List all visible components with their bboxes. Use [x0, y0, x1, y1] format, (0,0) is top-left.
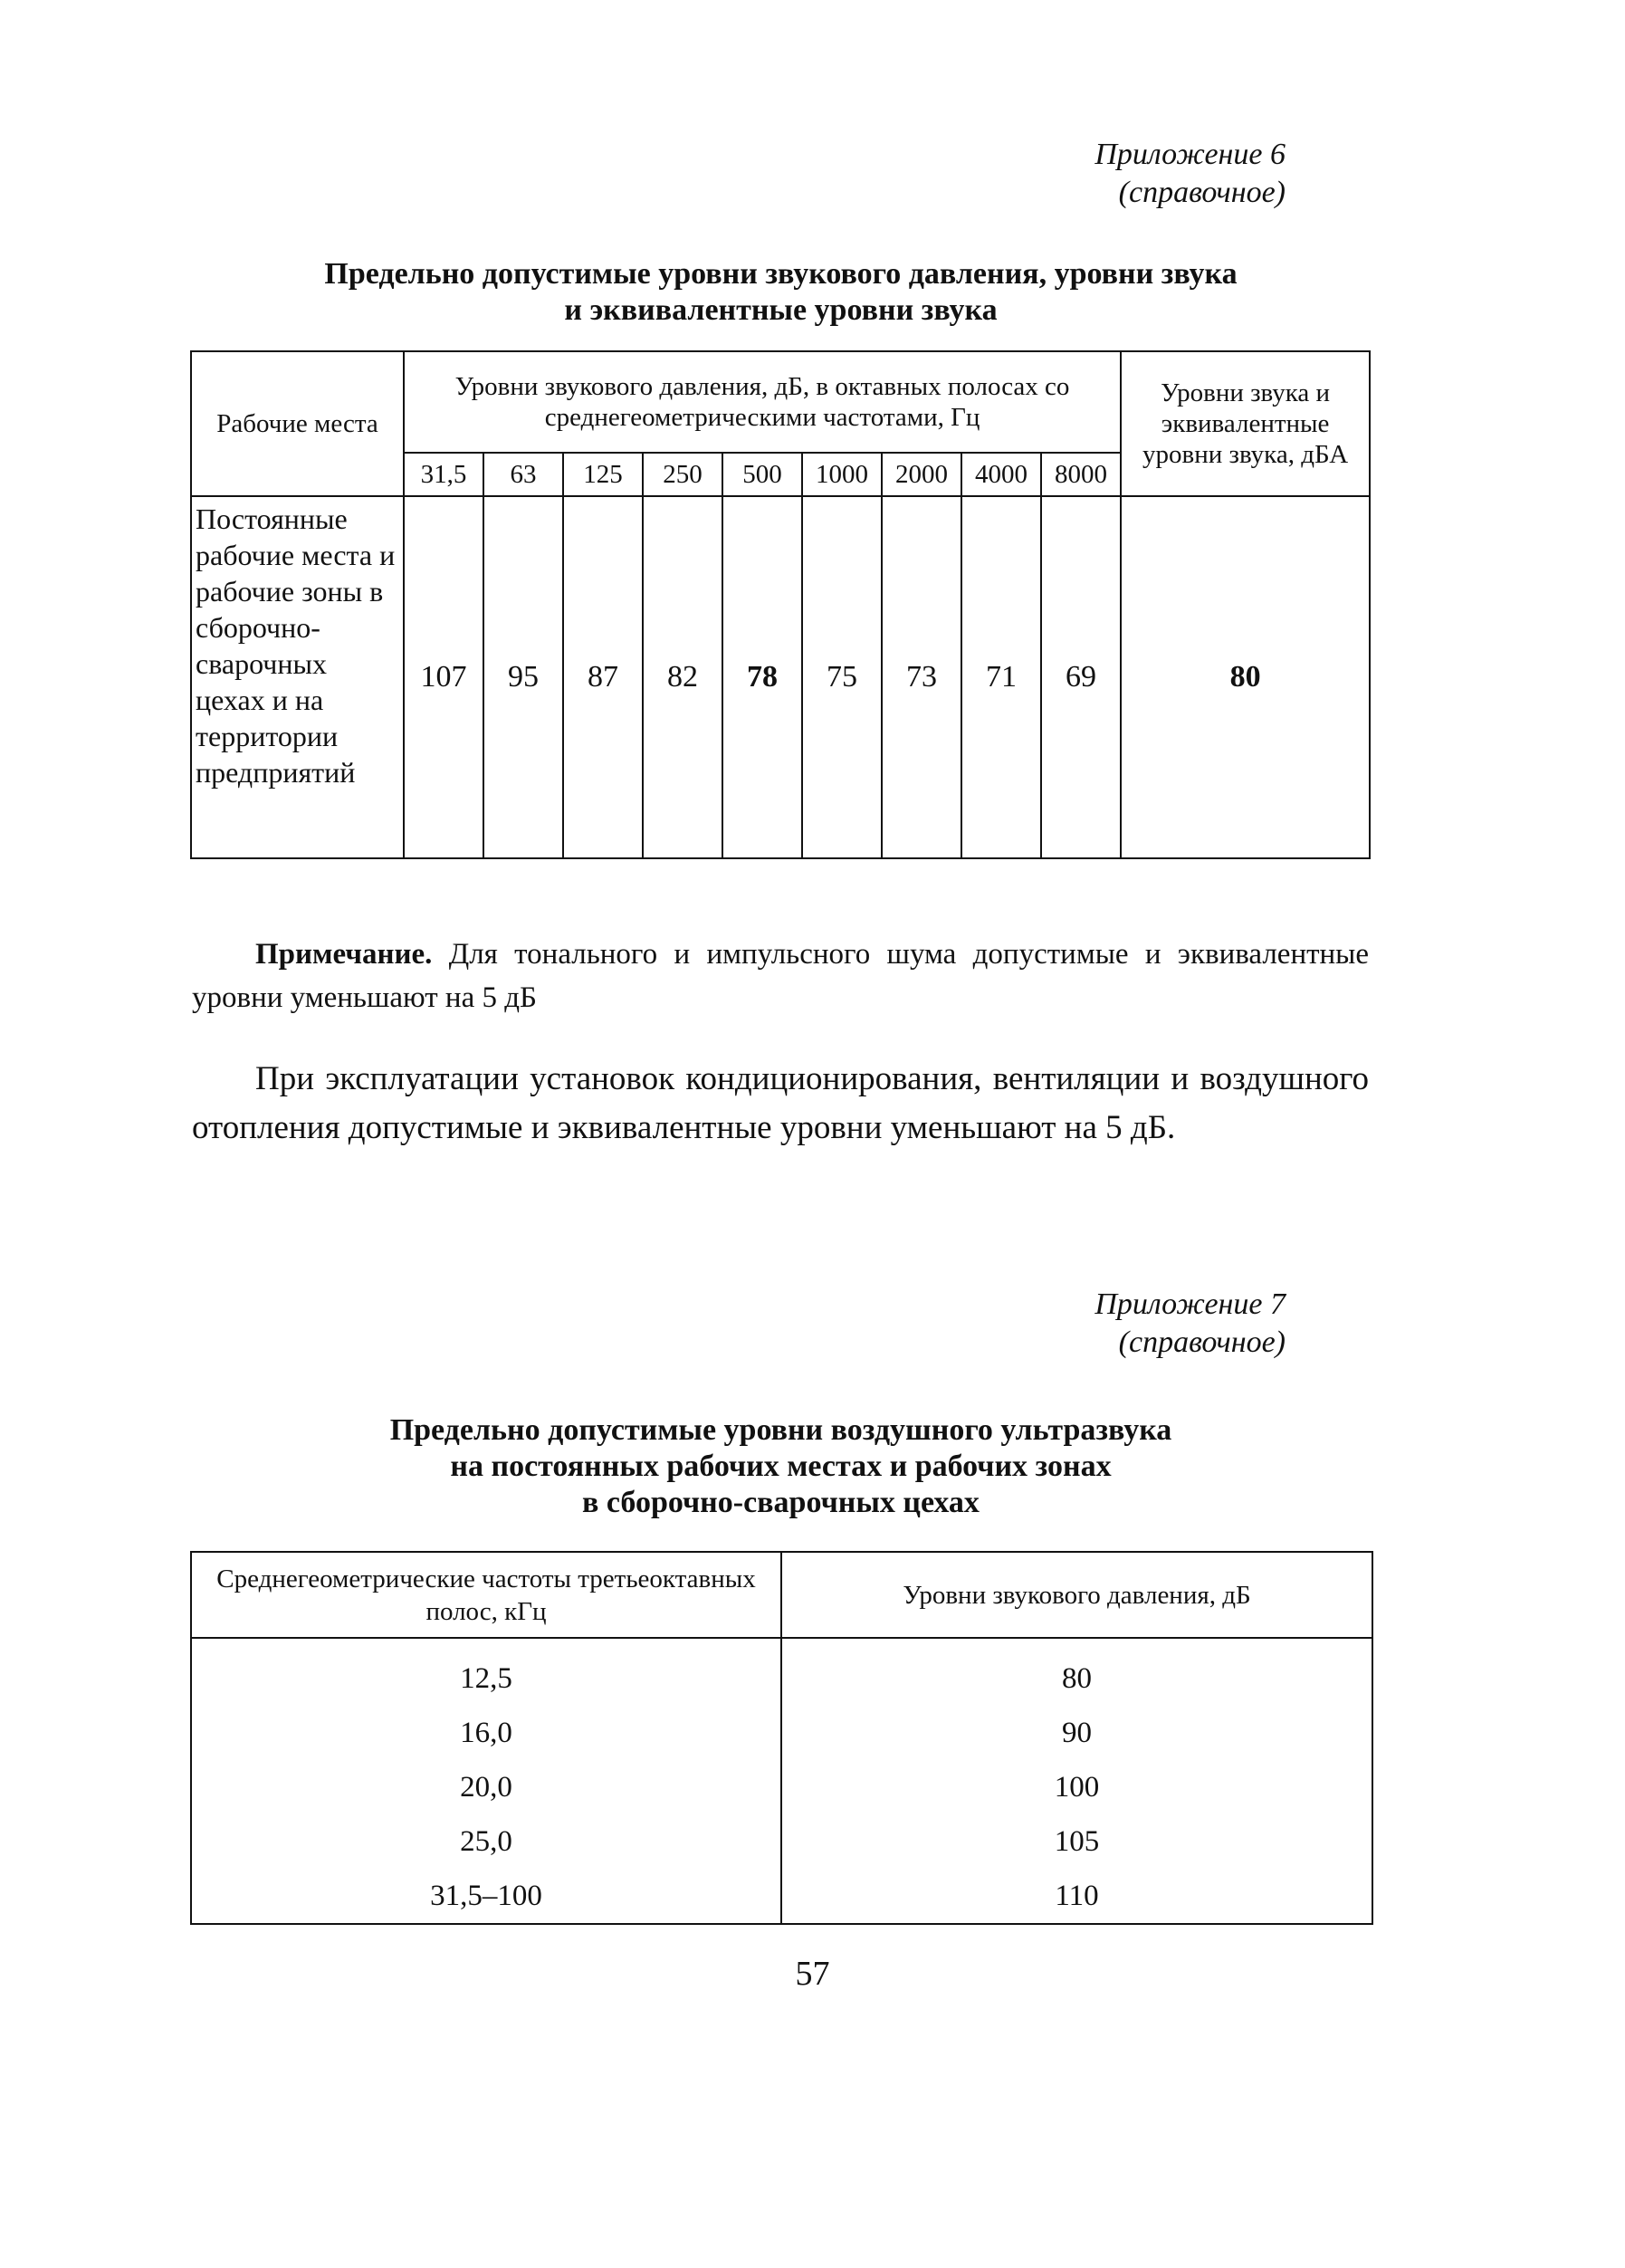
appendix-7-number: Приложение 7	[1094, 1287, 1286, 1321]
pressure-value: 69	[1041, 496, 1121, 858]
pressure-value: 95	[483, 496, 563, 858]
table-2-title	[190, 1412, 1372, 1521]
pressure-column	[781, 1638, 1372, 1924]
table-1-title-line-1: Предельно допустимые уровни звукового давления, уровни звука	[324, 257, 1238, 291]
frequency-value: 25,0	[460, 1825, 512, 1858]
header-pressure-level: Уровни звукового давления, дБ	[781, 1552, 1372, 1638]
appendix-6-kind: (справочное)	[1118, 176, 1286, 209]
frequency-value: 12,5	[460, 1662, 512, 1695]
note-text: Для тонального и импульсного шума допустимые и эквивалентные уровни уменьшают на 5 дБ	[192, 938, 1370, 1014]
frequency-value: 16,0	[460, 1717, 512, 1749]
pressure-level-value: 90	[1062, 1717, 1092, 1749]
appendix-6-number: Приложение 6	[1094, 138, 1286, 171]
pressure-value: 71	[961, 496, 1041, 858]
pressure-value: 87	[563, 496, 643, 858]
note-label: Примечание.	[255, 938, 433, 971]
table-2-title-line-3: в сборочно-сварочных цехах	[582, 1486, 980, 1519]
appendix-6-label	[905, 136, 1286, 212]
pressure-level-value: 80	[1062, 1662, 1092, 1695]
freq-cell: 250	[643, 453, 722, 496]
appendix-7-kind: (справочное)	[1118, 1325, 1286, 1359]
freq-cell: 125	[563, 453, 643, 496]
frequency-value: 31,5–100	[430, 1880, 542, 1912]
freq-cell: 500	[722, 453, 802, 496]
pressure-level-value: 100	[1054, 1771, 1100, 1804]
pressure-value: 73	[882, 496, 961, 858]
freq-cell: 4000	[961, 453, 1041, 496]
appendix-7-label	[905, 1286, 1286, 1362]
header-sound-pressure: Уровни звукового давления, дБ, в октавных полосах со среднегеометрическими частотами, Гц	[404, 351, 1121, 453]
header-sound-level: Уровни звука и эквивалентные уровни звука, дБА	[1121, 351, 1370, 496]
body-paragraph: При эксплуатации установок кондиционирования, вентиляции и воздушного отопления допустимые и эквивалентные уровни уменьшают на 5 дБ.	[192, 1060, 1369, 1146]
page-number: 57	[795, 1955, 830, 1993]
freq-cell: 8000	[1041, 453, 1121, 496]
freq-cell: 1000	[802, 453, 882, 496]
noise-levels-table	[190, 350, 1371, 859]
pressure-value: 82	[643, 496, 722, 858]
header-work-places: Рабочие места	[191, 351, 404, 496]
freq-cell: 63	[483, 453, 563, 496]
table-2-title-line-2: на постоянных рабочих местах и рабочих зонах	[450, 1450, 1112, 1483]
table-1-title-line-2: и эквивалентные уровни звука	[564, 293, 998, 327]
row-work-place: Постоянные рабочие места и рабочие зоны в сборочно-сварочных цехах и на территории предприятий	[191, 496, 404, 858]
frequency-value: 20,0	[460, 1771, 512, 1804]
sound-level-value: 80	[1121, 496, 1370, 858]
freq-cell: 31,5	[404, 453, 483, 496]
ultrasound-levels-table	[190, 1551, 1373, 1925]
pressure-value: 107	[404, 496, 483, 858]
pressure-value: 78	[722, 496, 802, 858]
pressure-level-value: 110	[1055, 1880, 1099, 1912]
table-1-note	[192, 933, 1369, 1019]
table-2-title-line-1: Предельно допустимые уровни воздушного ультразвука	[389, 1413, 1172, 1447]
table-1-title	[190, 256, 1372, 329]
freq-cell: 2000	[882, 453, 961, 496]
frequency-column	[191, 1638, 781, 1924]
pressure-level-value: 105	[1054, 1825, 1100, 1858]
pressure-value: 75	[802, 496, 882, 858]
header-frequency: Среднегеометрические частоты третьеоктавных полос, кГц	[191, 1552, 781, 1638]
